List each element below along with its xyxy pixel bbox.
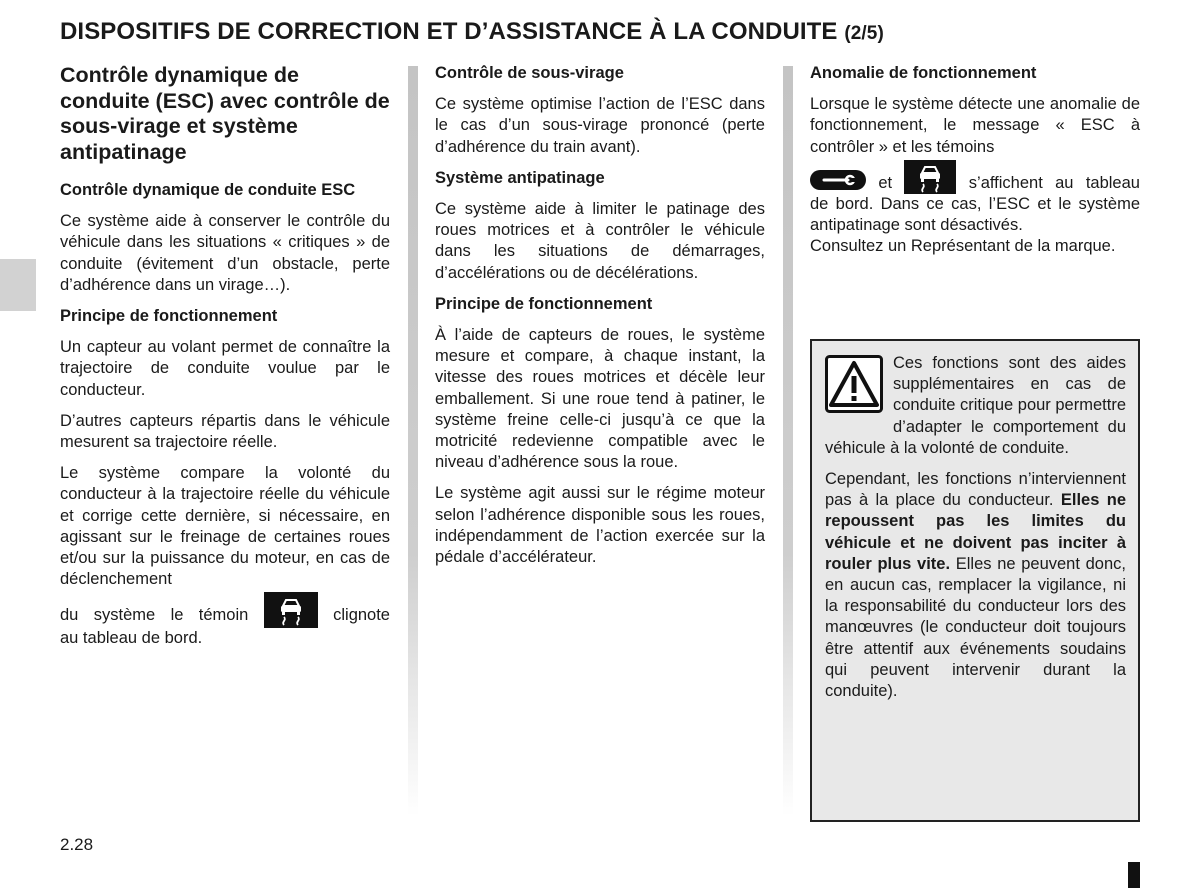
- esc-description: Ce système aide à conserver le contrôle du véhicule dans les situations « critiques » de conduite (évitement d’un obstacle, perte d’adhérence dans un virage…).: [60, 212, 390, 294]
- column-fault: [810, 63, 1140, 268]
- column-divider: [408, 66, 418, 816]
- esc-heading: Contrôle dynamique de conduite ESC: [60, 181, 356, 199]
- antislip-heading: Système antipatinage: [435, 168, 605, 187]
- skid-car-warning-icon: [904, 160, 956, 194]
- column-esc: [60, 63, 390, 660]
- warning-box: [810, 339, 1140, 822]
- warning-lights-line: [810, 160, 1140, 194]
- inline-text: et: [878, 173, 893, 192]
- chapter-tab-marker: [0, 259, 36, 311]
- warning-light-line: [60, 592, 390, 628]
- page-edge-marker: [1128, 862, 1140, 888]
- principle-paragraph: À l’aide de capteurs de roues, le système mesure et compare, à chaque instant, la vitesse des roues motrices et décèle leur emballement. Si une roue tend à patiner, le système freine celle-ci jusqu’à ce que la motricité redevienne compatible avec le niveau d’adhérence sous la roue.: [435, 326, 765, 472]
- warning-text: Cependant, les fonctions n’interviennent pas à la place du conducteur.: [825, 470, 1126, 510]
- warning-text: Elles ne peuvent donc, en aucun cas, remplacer la vigilance, ni la responsabilité du conducteur lors des manœuvres (le conducteur doit toujours être attentif aux événements soudains qui peuvent intervenir durant la conduite).: [825, 554, 1126, 701]
- page-title-text: DISPOSITIFS DE CORRECTION ET D’ASSISTANCE À LA CONDUITE: [60, 18, 838, 45]
- principle-paragraph-end: au tableau de bord.: [60, 629, 203, 648]
- warning-paragraph: [825, 469, 1126, 702]
- fault-paragraph: de bord. Dans ce cas, l’ESC et le système antipatinage sont désactivés.: [810, 195, 1140, 235]
- principle-paragraph: Le système agit aussi sur le régime moteur selon l’adhérence disponible sous les roues, indépendamment de l’action exercée sur la pédale d’accélérateur.: [435, 484, 765, 567]
- principle-heading: Principe de fonctionnement: [435, 294, 653, 313]
- principle-paragraph: D’autres capteurs répartis dans le véhicule mesurent sa trajectoire réelle.: [60, 411, 390, 452]
- page-number: 2.28: [60, 835, 94, 854]
- principle-paragraph: Le système compare la volonté du conducteur à la trajectoire réelle du véhicule et corrige cette dernière, si nécessaire, en agissant sur le freinage de certaines roues et/ou sur la puissance du moteur, en cas de déclenchement: [60, 464, 390, 589]
- warning-triangle-icon: [825, 355, 883, 413]
- inline-text: s’affichent au tableau: [968, 173, 1140, 192]
- inline-text: clignote: [333, 606, 390, 625]
- antislip-description: Ce système aide à limiter le patinage des roues motrices et à contrôler le véhicule dans les situations de démarrages, d’accélérations ou de décélérations.: [435, 200, 765, 282]
- understeer-heading: Contrôle de sous-virage: [435, 64, 624, 82]
- page-part-indicator: (2/5): [844, 23, 884, 44]
- skid-car-warning-icon: [264, 592, 318, 628]
- inline-text: du système le témoin: [60, 606, 249, 625]
- section-title: Contrôle dynamique de conduite (ESC) avec contrôle de sous-virage et système antipatinage: [60, 63, 390, 164]
- column-understeer-antislip: [435, 63, 765, 578]
- fault-paragraph: Lorsque le système détecte une anomalie de fonctionnement, le message « ESC à contrôler » et les témoins: [810, 95, 1140, 156]
- understeer-description: Ce système optimise l’action de l’ESC dans le cas d’un sous-virage prononcé (perte d’adhérence du train avant).: [435, 95, 765, 156]
- warning-paragraph: Ces fonctions sont des aides supplémentaires en cas de conduite critique pour permettre d’adapter le comportement du véhicule à la volonté de conduite.: [825, 354, 1126, 457]
- principle-paragraph: Un capteur au volant permet de connaître la trajectoire de conduite voulue par le conducteur.: [60, 338, 390, 399]
- principle-heading: Principe de fonctionnement: [60, 307, 278, 326]
- column-divider: [783, 66, 793, 816]
- fault-paragraph: Consultez un Représentant de la marque.: [810, 237, 1116, 256]
- page-title: [60, 18, 1160, 46]
- wrench-warning-icon: [810, 170, 866, 190]
- fault-heading: Anomalie de fonctionnement: [810, 64, 1037, 82]
- warning-emphasis: Elles ne repoussent pas les limites du véhicule et ne doivent pas inciter à rouler plus vite.: [825, 491, 1126, 573]
